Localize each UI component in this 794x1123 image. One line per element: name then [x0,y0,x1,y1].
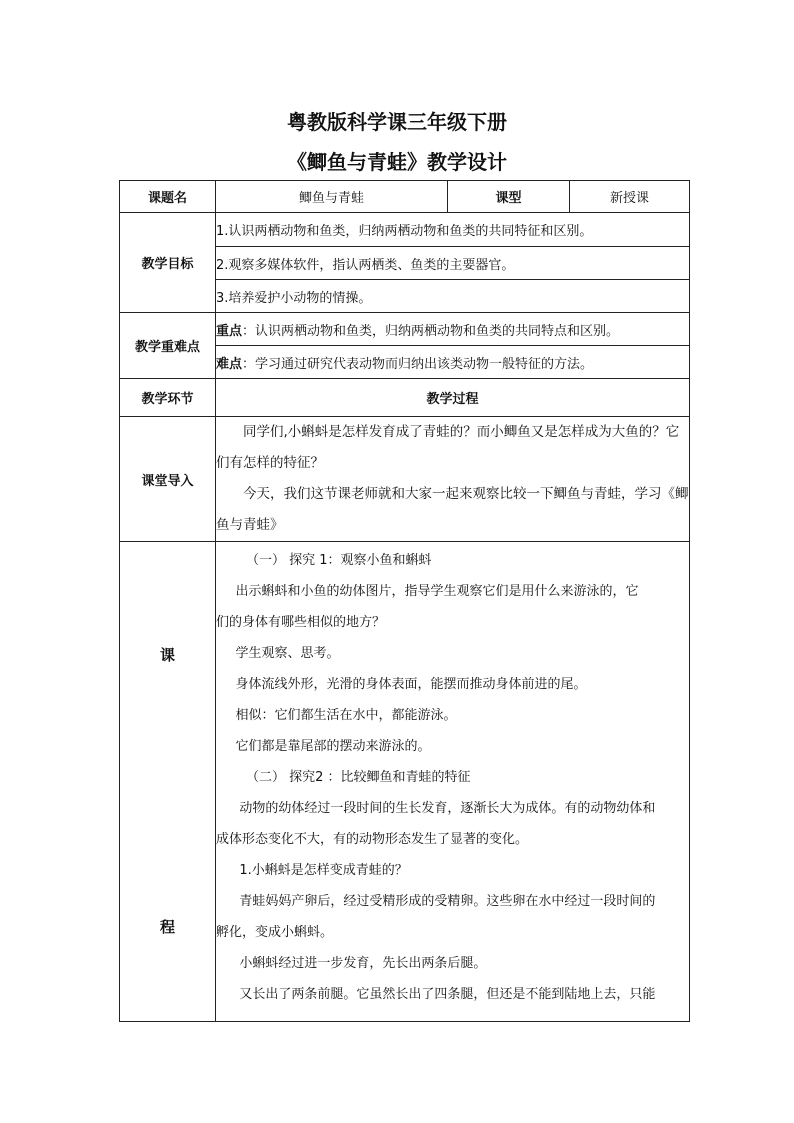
intro-content [216,417,690,542]
header-row [120,181,690,213]
process-line: 出示蝌蚪和小鱼的幼体图片，指导学生观察它们是用什么来游泳的，它 [235,584,639,599]
type-value: 新授课 [570,181,690,213]
process-label-top: 课 [159,646,175,664]
intro-paragraph-2: 今天，我们这节课老师就和大家一起来观察比较一下鲫鱼与青蛙，学习《鲫鱼与青蛙》 [216,486,689,533]
topic-value: 鲫鱼与青蛙 [216,181,448,213]
process-line: （二） 探究2 ：比较鲫鱼和青蛙的特征 [246,770,471,785]
intro-label: 课堂导入 [120,417,216,542]
topic-label: 课题名 [120,181,216,213]
difficulty-cell [216,346,690,379]
process-header-row [120,379,690,417]
process-line: 身体流线外形，光滑的身体表面，能摆而推动身体前进的尾。 [235,677,587,692]
process-line: 动物的幼体经过一段时间的生长发育，逐渐长大为成体。有的动物幼体和 [239,801,656,816]
process-row [120,542,690,1022]
process-line: 们的身体有哪些相似的地方？ [216,615,386,630]
focus-row [120,313,690,346]
process-label-cell [120,542,216,1022]
type-label: 课型 [448,181,570,213]
goal-item-1: 1.认识两栖动物和鱼类，归纳两栖动物和鱼类的共同特征和区别。 [216,213,690,247]
focus-label: 重点 [216,323,243,339]
process-content [216,542,690,1022]
stage-header: 教学环节 [120,379,216,417]
process-header: 教学过程 [216,379,690,417]
goal-item-2: 2.观察多媒体软件，指认两栖类、鱼类的主要器官。 [216,247,690,280]
difficulty-label: 难点 [216,356,243,372]
focus-text: ：认识两栖动物和鱼类，归纳两栖动物和鱼类的共同特点和区别。 [242,323,620,339]
key-points-label: 教学重难点 [120,313,216,379]
focus-cell [216,313,690,346]
intro-paragraph-1: 同学们,小蝌蚪是怎样发育成了青蛙的？而小鲫鱼又是怎样成为大鱼的？它们有怎样的特征？ [216,424,680,471]
process-label-bottom: 程 [159,918,175,936]
goals-label: 教学目标 [120,213,216,313]
process-line: 青蛙妈妈产卵后，经过受精形成的受精卵。这些卵在水中经过一段时间的 [239,894,656,909]
lesson-plan-table [119,180,690,1022]
process-line: 孵化，变成小蝌蚪。 [216,925,334,940]
process-line: 它们都是靠尾部的摆动来游泳的。 [235,739,431,754]
title-line-2: 《鲫鱼与青蛙》教学设计 [287,150,507,174]
goal-item-3: 3.培养爱护小动物的情操。 [216,280,690,313]
process-line: 1.小蝌蚪是怎样变成青蛙的？ [239,863,408,878]
difficulty-text: ：学习通过研究代表动物而归纳出该类动物一般特征的方法。 [242,356,594,372]
process-line: 相似：它们都生活在水中，都能游泳。 [235,708,457,723]
process-line: （一） 探究 1：观察小鱼和蝌蚪 [246,553,432,568]
goal-row-1 [120,213,690,247]
process-line: 又长出了两条前腿。它虽然长出了四条腿，但还是不能到陆地上去，只能 [239,987,656,1002]
process-line: 小蝌蚪经过进一步发育，先长出两条后腿。 [239,956,487,971]
process-line: 成体形态变化不大，有的动物形态发生了显著的变化。 [216,832,529,847]
process-line: 学生观察、思考。 [235,646,340,661]
title-line-1: 粤教版科学课三年级下册 [287,110,507,134]
intro-row [120,417,690,542]
